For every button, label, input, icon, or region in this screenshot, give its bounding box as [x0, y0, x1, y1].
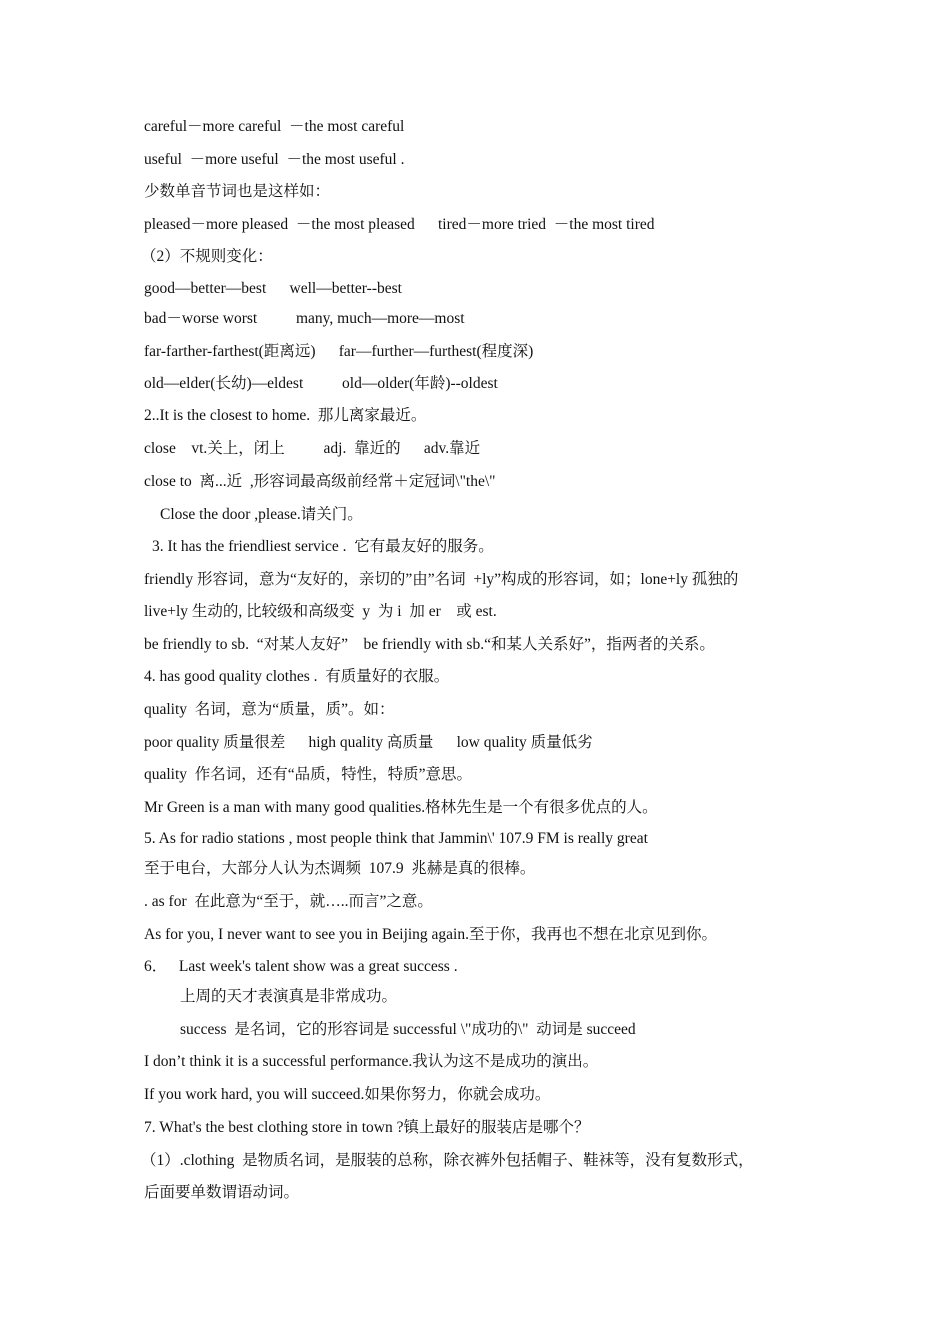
text-line: success 是名词，它的形容词是 successful \"成功的\" 动词是 succeed: [180, 1021, 636, 1038]
text-line: As for you, I never want to see you in Beijing again.至于你，我再也不想在北京见到你。: [144, 926, 717, 943]
text-line: pleased－more pleased －the most pleased tired－more tried －the most tired: [144, 216, 655, 233]
text-line: close vt.关上，闭上 adj. 靠近的 adv.靠近: [144, 440, 481, 457]
text-line: poor quality 质量很差 high quality 高质量 low quality 质量低劣: [144, 734, 593, 751]
text-line: bad－worse worst many, much—more—most: [144, 310, 465, 327]
text-line: 2..It is the closest to home. 那儿离家最近。: [144, 407, 427, 424]
text-line: 6． Last week's talent show was a great success .: [144, 958, 458, 975]
text-line: good—better—best well—better--best: [144, 280, 402, 297]
text-line: far-farther-farthest(距离远) far—further—furthest(程度深): [144, 343, 534, 360]
text-line: （1）.clothing 是物质名词，是服装的总称，除衣裤外包括帽子、鞋袜等，没有复数形式，: [141, 1152, 754, 1169]
text-line: useful －more useful －the most useful .: [144, 151, 405, 168]
text-line: Close the door ,please.请关门。: [160, 506, 363, 523]
text-line: 后面要单数谓语动词。: [144, 1184, 300, 1201]
text-line: 7. What's the best clothing store in town ?镇上最好的服装店是哪个？: [144, 1119, 590, 1136]
text-line: I don’t think it is a successful performance.我认为这不是成功的演出。: [144, 1053, 599, 1070]
text-line: 少数单音节词也是这样如：: [144, 183, 331, 200]
text-line: If you work hard, you will succeed.如果你努力，你就会成功。: [144, 1086, 551, 1103]
text-line: quality 作名词，还有“品质，特性，特质”意思。: [144, 766, 473, 783]
text-line: be friendly to sb. “对某人友好” be friendly with sb.“和某人关系好”，指两者的关系。: [144, 636, 715, 653]
text-line: Mr Green is a man with many good qualities.格林先生是一个有很多优点的人。: [144, 799, 658, 816]
text-line: . as for 在此意为“至于，就…..而言”之意。: [144, 893, 433, 910]
text-line: 上周的天才表演真是非常成功。: [180, 988, 398, 1005]
text-line: （2）不规则变化：: [141, 248, 273, 265]
text-line: live+ly 生动的, 比较级和高级变 y 为 i 加 er 或 est.: [144, 603, 497, 620]
text-line: quality 名词，意为“质量，质”。如：: [144, 701, 395, 718]
text-line: friendly 形容词，意为“友好的，亲切的”由”名词 +ly”构成的形容词，如；lone+ly 孤独的: [144, 571, 739, 588]
text-line: 至于电台，大部分人认为杰调频 107.9 兆赫是真的很棒。: [144, 860, 536, 877]
text-line: close to 离...近 ,形容词最高级前经常＋定冠词\"the\": [144, 473, 496, 490]
text-line: old—elder(长幼)—eldest old—older(年龄)--oldest: [144, 375, 498, 392]
text-line: 3. It has the friendliest service . 它有最友好的服务。: [152, 538, 494, 555]
text-line: 5. As for radio stations , most people think that Jammin\' 107.9 FM is really great: [144, 830, 648, 847]
text-line: 4. has good quality clothes . 有质量好的衣服。: [144, 668, 450, 685]
text-line: careful－more careful －the most careful: [144, 118, 405, 135]
